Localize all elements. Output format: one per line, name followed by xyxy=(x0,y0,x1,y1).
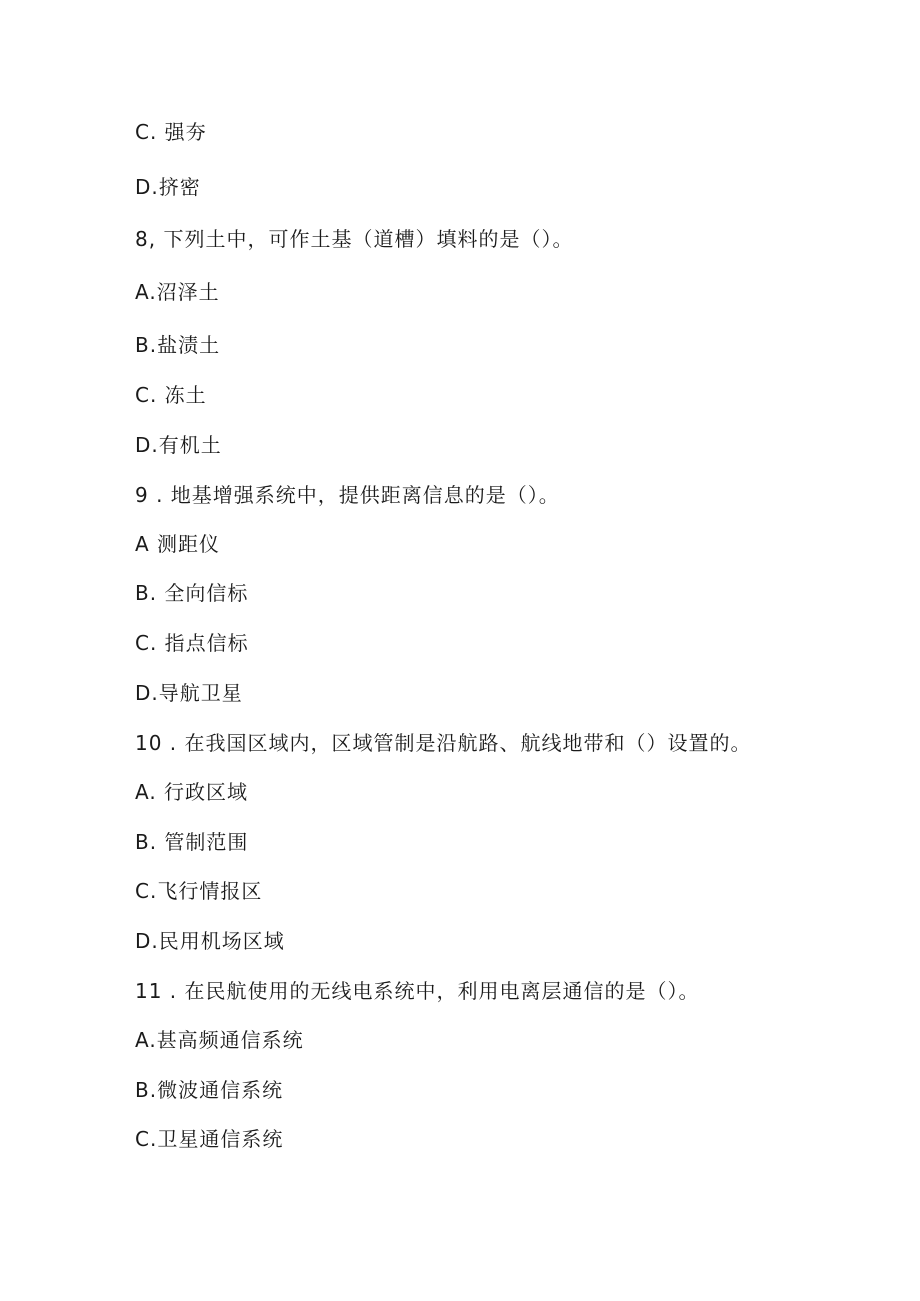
option-8d: D.有机土 xyxy=(135,433,222,457)
option-9a: A 测距仪 xyxy=(135,532,221,556)
option-10d: D.民用机场区域 xyxy=(135,929,285,953)
option-9b: B. 全向信标 xyxy=(135,581,249,605)
option-8b: B.盐渍土 xyxy=(135,333,221,357)
question-10: 10 . 在我国区域内，区域管制是沿航路、航线地带和（）设置的。 xyxy=(135,731,752,755)
option-8a: A.沼泽土 xyxy=(135,280,220,304)
option-11c: C.卫星通信系统 xyxy=(135,1127,284,1151)
option-8c: C. 冻土 xyxy=(135,383,207,407)
option-10a: A. 行政区域 xyxy=(135,780,249,804)
option-11b: B.微波通信系统 xyxy=(135,1078,284,1102)
option-7c: C. 强夯 xyxy=(135,120,207,144)
option-11a: A.甚高频通信系统 xyxy=(135,1028,304,1052)
question-8: 8, 下列土中，可作土基（道槽）填料的是（）。 xyxy=(135,227,574,251)
question-9: 9 . 地基增强系统中，提供距离信息的是（）。 xyxy=(135,483,560,507)
question-11: 11 . 在民航使用的无线电系统中，利用电离层通信的是（）。 xyxy=(135,979,700,1003)
option-10b: B. 管制范围 xyxy=(135,830,249,854)
option-9d: D.导航卫星 xyxy=(135,681,243,705)
option-9c: C. 指点信标 xyxy=(135,631,249,655)
option-7d: D.挤密 xyxy=(135,175,201,199)
option-10c: C.飞行情报区 xyxy=(135,879,263,903)
